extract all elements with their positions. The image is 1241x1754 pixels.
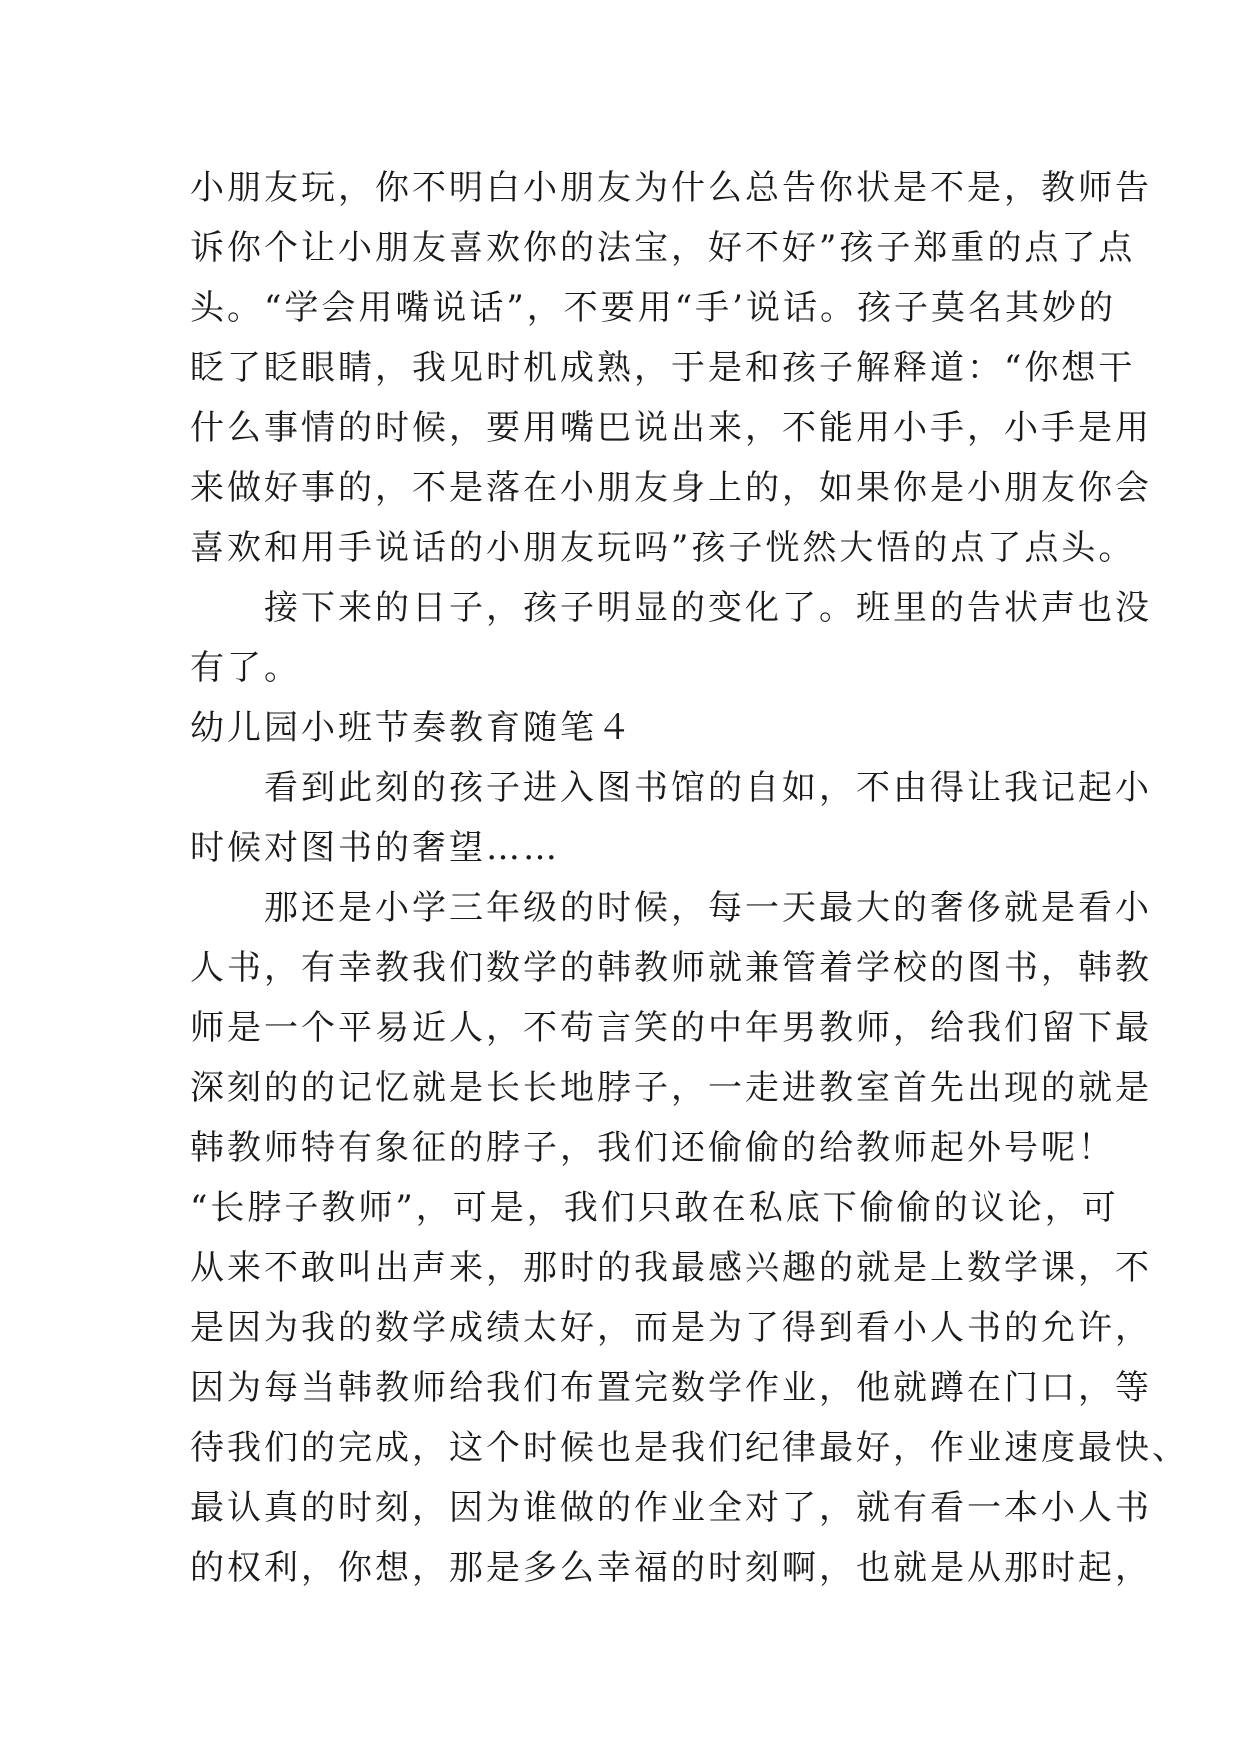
text-line: 来做好事的，不是落在小朋友身上的，如果你是小朋友你会: [190, 468, 1152, 508]
text-line: 什么事情的时候，要用嘴巴说出来，不能用小手，小手是用: [190, 408, 1152, 448]
text-line: 诉你个让小朋友喜欢你的法宝，好不好”孩子郑重的点了点: [190, 228, 1136, 268]
text-line: 时候对图书的奢望……: [190, 828, 560, 868]
text-line: 深刻的的记忆就是长长地脖子，一走进教室首先出现的就是: [190, 1068, 1152, 1108]
text-line: 因为每当韩教师给我们布置完数学作业，他就蹲在门口，等: [190, 1368, 1152, 1408]
document-body: [190, 158, 1189, 1598]
text-line: 接下来的日子，孩子明显的变化了。班里的告状声也没: [190, 588, 1152, 628]
text-line: 从来不敢叫出声来，那时的我最感兴趣的就是上数学课，不: [190, 1248, 1152, 1288]
text-line: 是因为我的数学成绩太好，而是为了得到看小人书的允许，: [190, 1308, 1152, 1348]
text-line: “长脖子教师”，可是，我们只敢在私底下偷偷的议论，可: [190, 1188, 1119, 1228]
text-line: 的权利，你想，那是多么幸福的时刻啊，也就是从那时起，: [190, 1548, 1152, 1588]
text-line: 头。“学会用嘴说话”，不要用“手’说话。孩子莫名其妙的: [190, 288, 1116, 328]
text-line: 眨了眨眼睛，我见时机成熟，于是和孩子解释道：“你想干: [190, 348, 1136, 388]
text-line: 小朋友玩，你不明白小朋友为什么总告你状是不是，教师告: [190, 168, 1152, 208]
text-line: 人书，有幸教我们数学的韩教师就兼管着学校的图书，韩教: [190, 948, 1152, 988]
text-line: 有了。: [190, 648, 301, 688]
text-line: 那还是小学三年级的时候，每一天最大的奢侈就是看小: [190, 888, 1152, 928]
text-line: 最认真的时刻，因为谁做的作业全对了，就有看一本小人书: [190, 1488, 1152, 1528]
text-line: 韩教师特有象征的脖子，我们还偷偷的给教师起外号呢！: [190, 1128, 1115, 1168]
text-line: 看到此刻的孩子进入图书馆的自如，不由得让我记起小: [190, 768, 1152, 808]
text-line: 待我们的完成，这个时候也是我们纪律最好，作业速度最快、: [190, 1428, 1189, 1468]
text-line: 师是一个平易近人，不苟言笑的中年男教师，给我们留下最: [190, 1008, 1152, 1048]
section-heading: 幼儿园小班节奏教育随笔４: [190, 708, 634, 748]
text-line: 喜欢和用手说话的小朋友玩吗”孩子恍然大悟的点了点头。: [190, 528, 1136, 568]
